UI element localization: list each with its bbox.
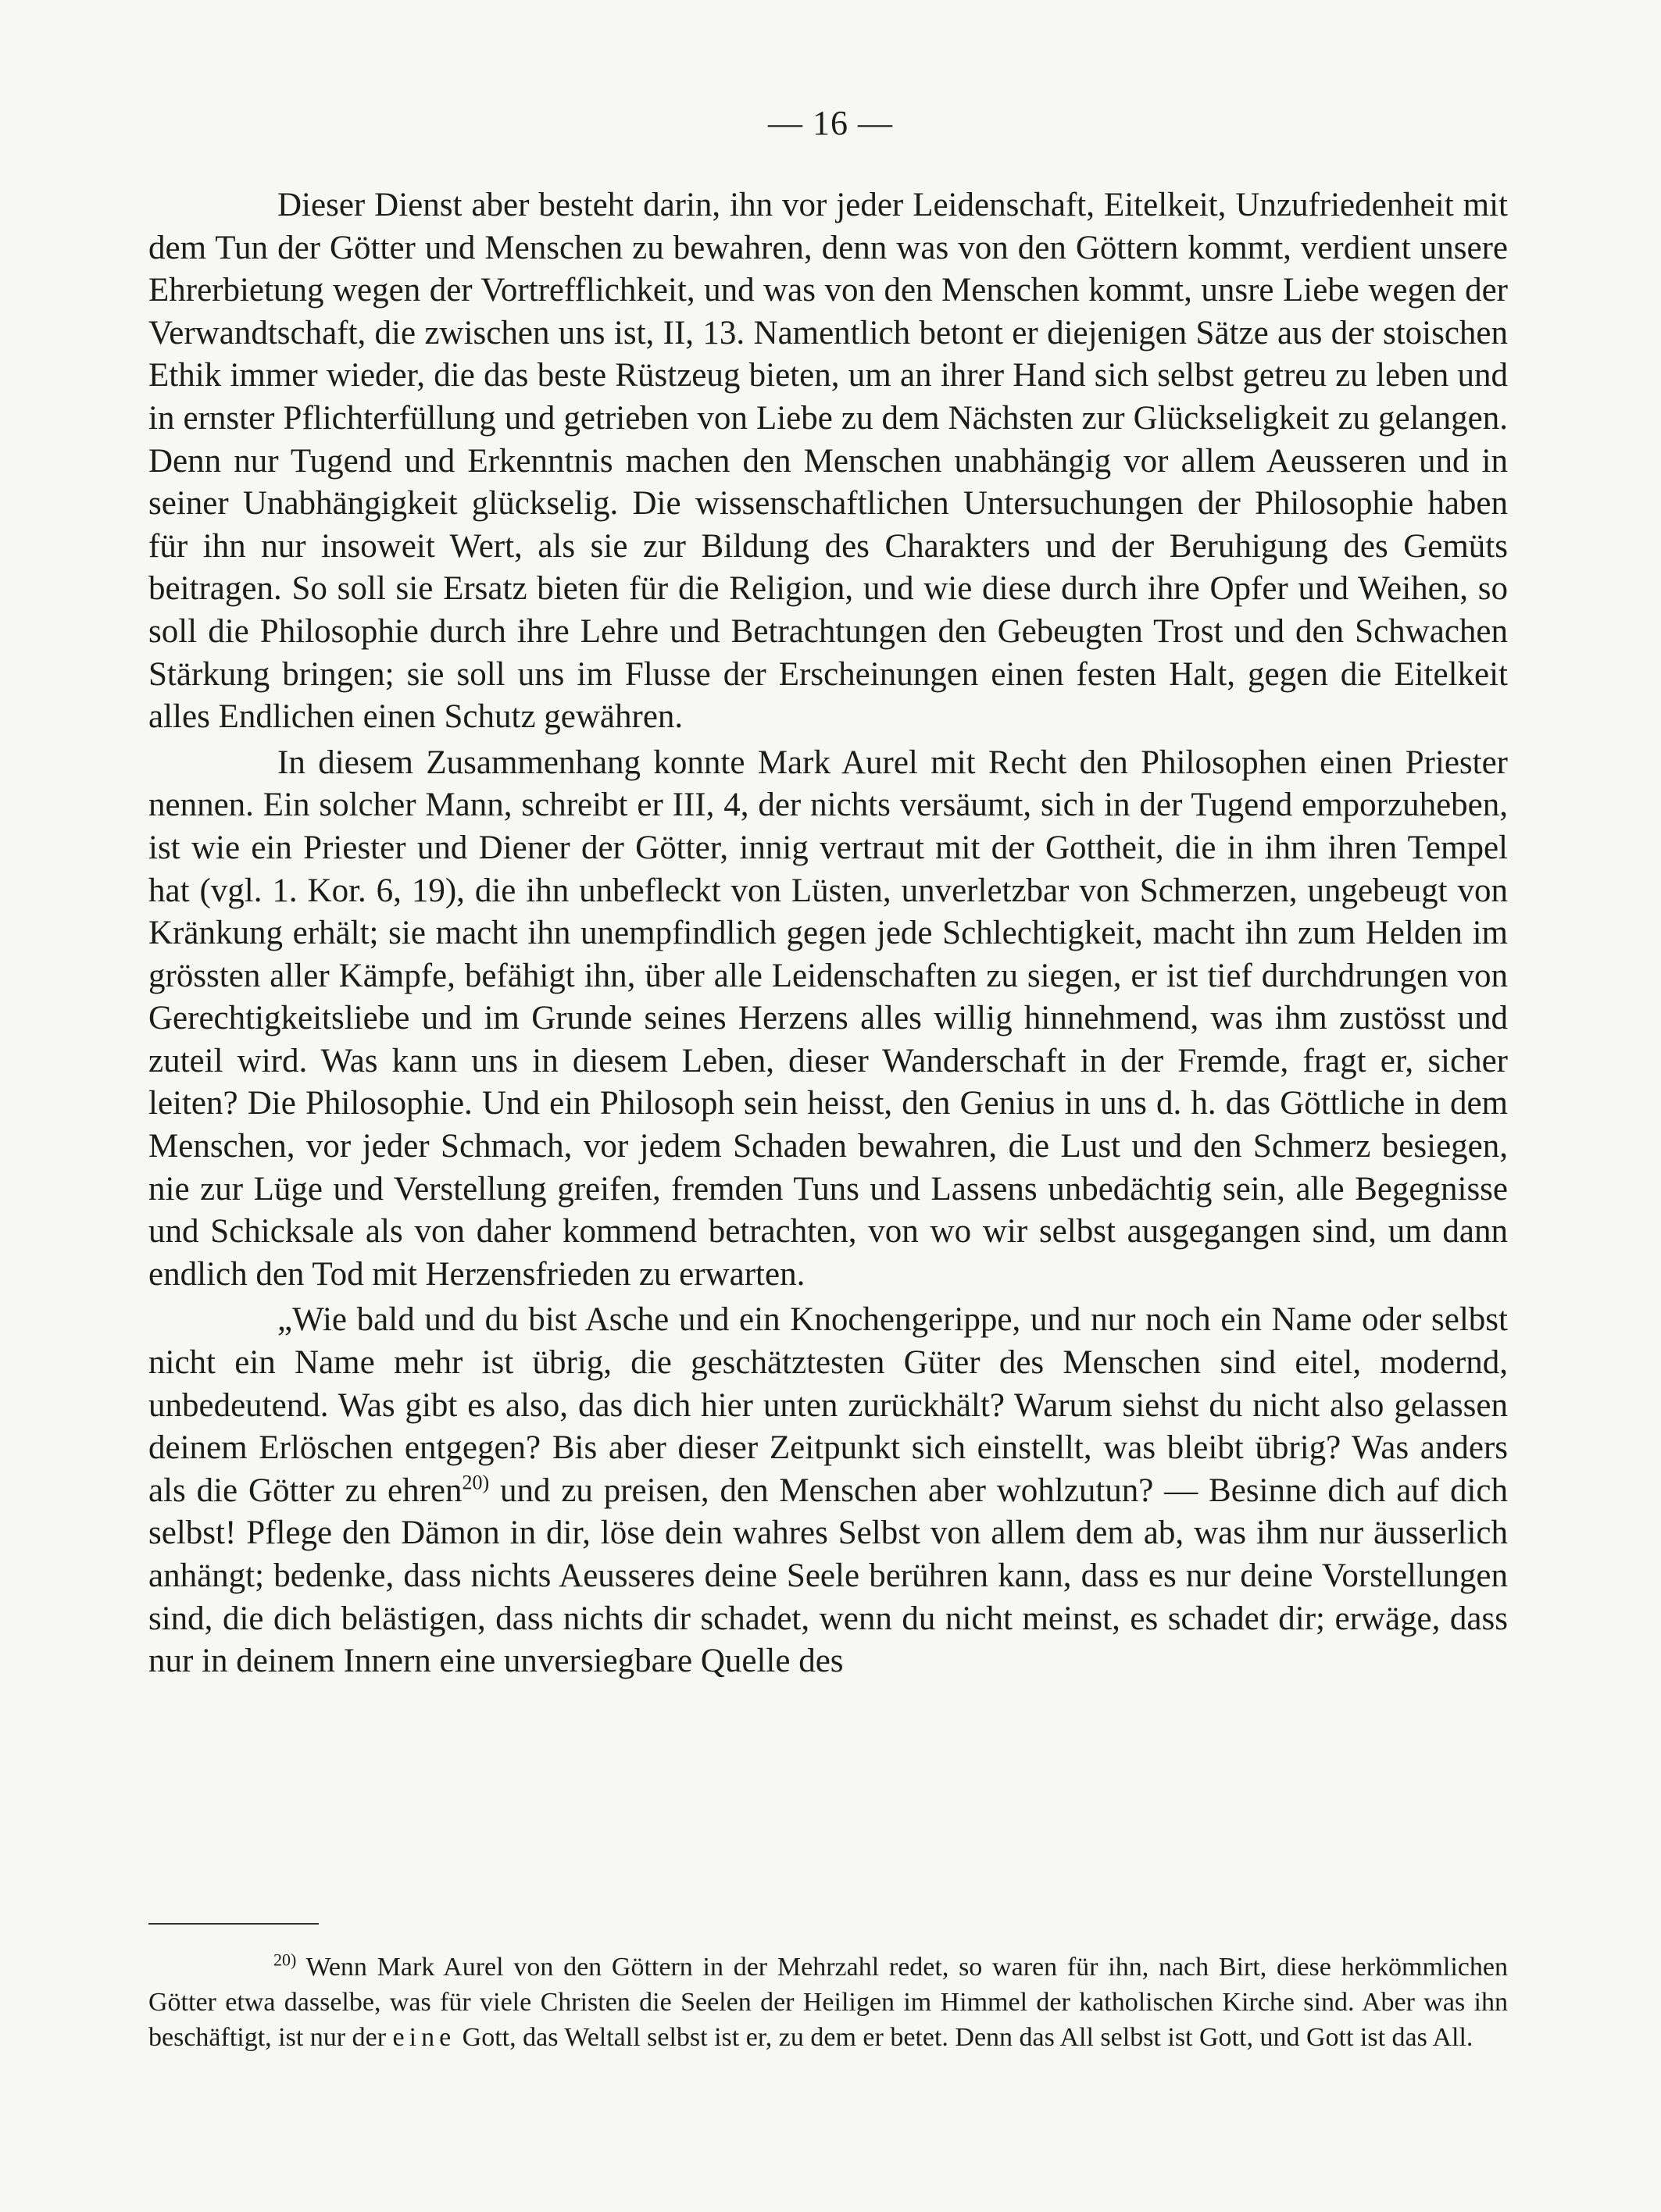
footnote-reference: 20) (462, 1471, 490, 1494)
page-number: — 16 — (768, 104, 893, 142)
paragraph-3-text-a: „Wie bald und du bist Asche und ein Knochengerippe, und nur noch ein Name oder selbst nicht ein Name mehr ist übrig, die geschätztesten Güter des Menschen sind eitel, modernd, unbedeutend. Was gibt es also, das dich hier unten zurückhält? Warum siehst du nicht also gelassen deinem Erlöschen entgegen? Bis aber dieser Zeitpunkt sich einstellt, was bleibt übrig? Was anders als die Götter zu ehren (148, 1301, 1508, 1509)
footnote-20 (148, 1950, 1508, 2055)
footnote-mark: 20) (273, 1950, 297, 1970)
paragraph-3 (148, 1299, 1508, 1682)
paragraph-3-text-b: und zu preisen, den Menschen aber wohlzutun? — Besinne dich auf dich selbst! Pflege den Dämon in dir, löse dein wahres Selbst von allem dem ab, was ihm nur äusserlich anhängt; bedenke, dass nichts Aeusseres deine Seele berühren kann, dass es nur deine Vorstellungen sind, die dich belästigen, dass nichts dir schadet, wenn du nicht meinst, es schadet dir; erwäge, dass nur in deinem Innern eine unversiegbare Quelle des (148, 1472, 1508, 1680)
paragraph-2: In diesem Zusammenhang konnte Mark Aurel mit Recht den Philosophen einen Priester nennen. Ein solcher Mann, schreibt er III, 4, der nichts versäumt, sich in der Tugend emporzuheben, ist wie ein Priester und Diener der Götter, innig vertraut mit der Gottheit, die in ihm ihren Tempel hat (vgl. 1. Kor. 6, 19), die ihn unbefleckt von Lüsten, unverletzbar von Schmerzen, ungebeugt von Kränkung erhält; sie macht ihn unempfindlich gegen jede Schlechtigkeit, macht ihn zum Helden im grössten aller Kämpfe, befähigt ihn, über alle Leidenschaften zu siegen, er ist tief durchdrungen von Gerechtigkeitsliebe und im Grunde seines Herzens alles willig hinnehmend, was ihm zustösst und zuteil wird. Was kann uns in diesem Leben, dieser Wanderschaft in der Fremde, fragt er, sicher leiten? Die Philosophie. Und ein Philosoph sein heisst, den Genius in uns d. h. das Göttliche in dem Menschen, vor jeder Schmach, vor jedem Schaden bewahren, die Lust und den Schmerz besiegen, nie zur Lüge und Verstellung greifen, fremden Tuns und Lassens unbedächtig sein, alle Begegnisse und Schicksale als von daher kommend betrachten, von wo wir selbst ausgegangen sind, um dann endlich den Tod mit Herzensfrieden zu erwarten. (148, 744, 1508, 1293)
footnote-emphasis: eine (392, 2023, 456, 2052)
footnote-text-a: Wenn Mark Aurel von den Göttern in der Mehrzahl redet, so waren für ihn, nach Birt, diese herkömmlichen Götter etwa dasselbe, was für viele Christen die Seelen der Heiligen im Himmel der katholischen Kirche sind. Aber was ihn beschäftigt, ist nur der (148, 1953, 1508, 2052)
paragraph-1: Dieser Dienst aber besteht darin, ihn vor jeder Leidenschaft, Eitelkeit, Unzufriedenheit mit dem Tun der Götter und Menschen zu bewahren, denn was von den Göttern kommt, verdient unsere Ehrerbietung wegen der Vortrefflichkeit, und was von den Menschen kommt, unsre Liebe wegen der Verwandtschaft, die zwischen uns ist, II, 13. Namentlich betont er diejenigen Sätze aus der stoischen Ethik immer wieder, die das beste Rüstzeug bieten, um an ihrer Hand sich selbst getreu zu leben und in ernster Pflichterfüllung und getrieben von Liebe zu dem Nächsten zur Glückseligkeit zu gelangen. Denn nur Tugend und Erkenntnis machen den Menschen unabhängig vor allem Aeusseren und in seiner Unabhängigkeit glückselig. Die wissenschaftlichen Untersuchungen der Philosophie haben für ihn nur insoweit Wert, als sie zur Bildung des Charakters und der Beruhigung des Gemüts beitragen. So soll sie Ersatz bieten für die Religion, und wie diese durch ihre Opfer und Weihen, so soll die Philosophie durch ihre Lehre und Betrachtungen den Gebeugten Trost und den Schwachen Stärkung bringen; sie soll uns im Flusse der Erscheinungen einen festen Halt, gegen die Eitelkeit alles Endlichen einen Schutz gewähren. (148, 187, 1508, 736)
footnote-divider (148, 1923, 319, 1925)
footnote-text-b: Gott, das Weltall selbst ist er, zu dem er betet. Denn das All selbst ist Gott, und Gott ist das All. (455, 2023, 1473, 2052)
body-text (148, 184, 1508, 1683)
footnotes (148, 1950, 1508, 2055)
